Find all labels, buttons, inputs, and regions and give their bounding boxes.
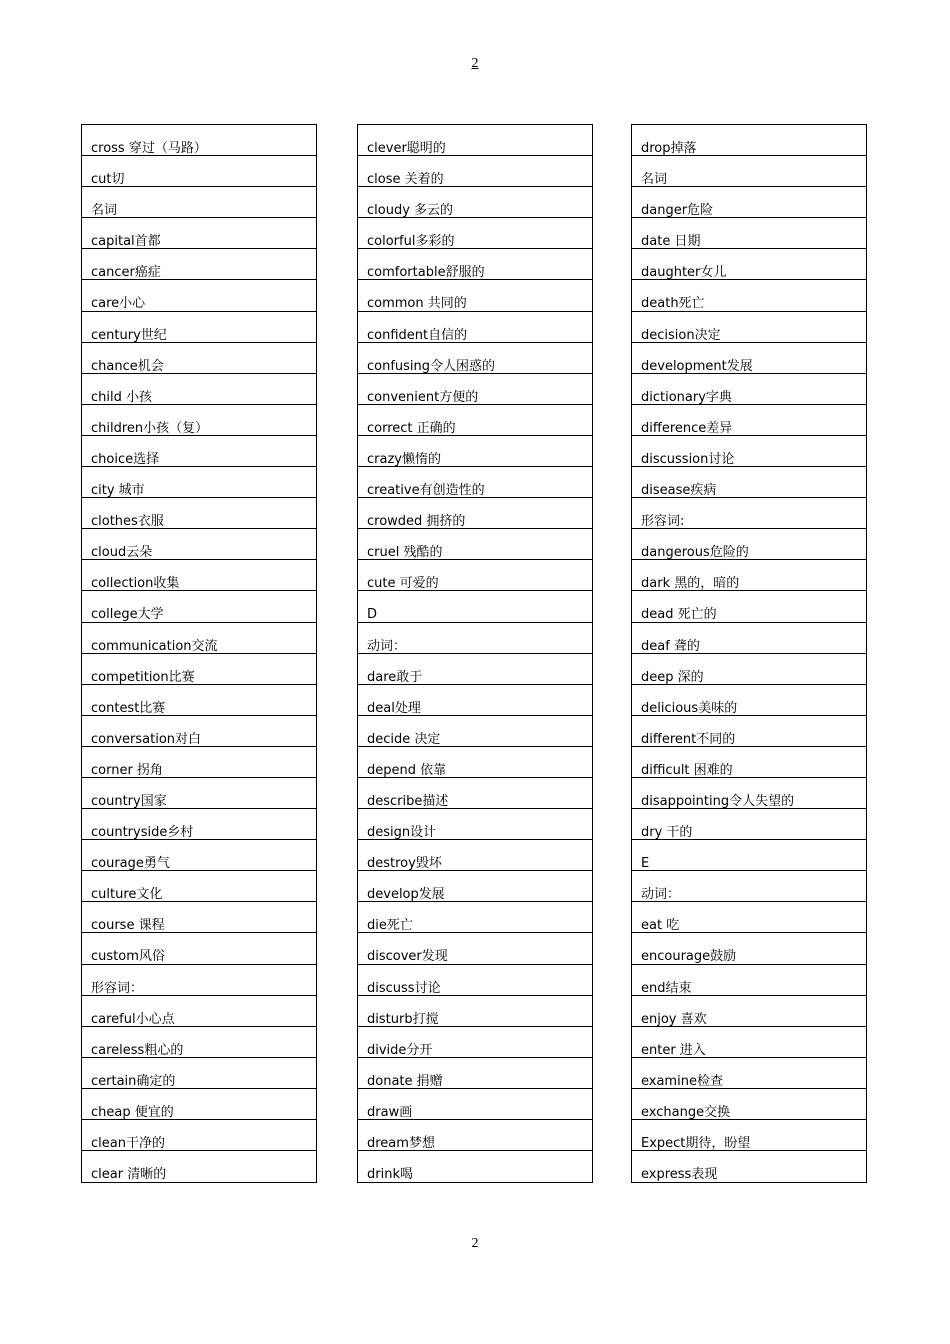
vocab-entry: deal处理 [358, 685, 592, 716]
vocab-entry: enjoy 喜欢 [632, 996, 866, 1027]
vocab-entry: competition比赛 [82, 654, 316, 685]
vocab-entry: discussion讨论 [632, 436, 866, 467]
vocab-entry: colorful多彩的 [358, 218, 592, 249]
vocab-entry: conversation对白 [82, 716, 316, 747]
vocab-entry: delicious美味的 [632, 685, 866, 716]
vocab-entry: donate 捐赠 [358, 1058, 592, 1089]
vocab-entry: design设计 [358, 809, 592, 840]
vocab-entry: city 城市 [82, 467, 316, 498]
vocab-entry: difficult 困难的 [632, 747, 866, 778]
vocab-entry: decision决定 [632, 312, 866, 343]
vocab-entry: death死亡 [632, 280, 866, 311]
vocab-entry: danger危险 [632, 187, 866, 218]
vocab-entry: cancer癌症 [82, 249, 316, 280]
vocab-entry: eat 吃 [632, 902, 866, 933]
vocab-entry: correct 正确的 [358, 405, 592, 436]
vocab-entry: college大学 [82, 591, 316, 622]
vocab-entry: children小孩（复） [82, 405, 316, 436]
vocab-entry: corner 拐角 [82, 747, 316, 778]
vocab-entry: cloudy 多云的 [358, 187, 592, 218]
vocab-entry: cheap 便宜的 [82, 1089, 316, 1120]
vocab-entry: communication交流 [82, 623, 316, 654]
vocab-entry: deaf 聋的 [632, 623, 866, 654]
vocab-entry: difference差异 [632, 405, 866, 436]
vocab-column-2 [357, 124, 593, 1183]
vocab-entry: 动词： [358, 623, 592, 654]
vocab-entry: daughter女儿 [632, 249, 866, 280]
vocab-entry: D [358, 591, 592, 622]
vocab-entry: 名词 [632, 156, 866, 187]
vocab-entry: dream梦想 [358, 1120, 592, 1151]
vocab-entry: cruel 残酷的 [358, 529, 592, 560]
vocab-entry: care小心 [82, 280, 316, 311]
vocab-entry: depend 依靠 [358, 747, 592, 778]
vocab-entry: clear 清晰的 [91, 1167, 167, 1183]
vocab-entry: clever聪明的 [358, 125, 592, 156]
vocab-entry: cloud云朵 [82, 529, 316, 560]
vocab-entry: 形容词： [82, 965, 316, 996]
vocab-entry: 形容词: [632, 498, 866, 529]
vocab-entry: child 小孩 [82, 374, 316, 405]
vocab-entry: convenient方便的 [358, 374, 592, 405]
vocab-entry: course 课程 [82, 902, 316, 933]
vocab-entry: common 共同的 [358, 280, 592, 311]
vocab-entry: divide分开 [358, 1027, 592, 1058]
vocab-entry: cut切 [82, 156, 316, 187]
vocab-entry: contest比赛 [82, 685, 316, 716]
vocab-entry: enter 进入 [632, 1027, 866, 1058]
vocab-entry: destroy毁坏 [358, 840, 592, 871]
vocab-entry: discover发现 [358, 933, 592, 964]
vocab-entry: 名词 [82, 187, 316, 218]
vocab-entry: dead 死亡的 [632, 591, 866, 622]
vocab-entry: E [632, 840, 866, 871]
vocab-entry: clean干净的 [82, 1120, 316, 1151]
vocab-entry: clothes衣服 [82, 498, 316, 529]
vocab-entry: disease疾病 [632, 467, 866, 498]
vocab-entry: Expect期待，盼望 [632, 1120, 866, 1151]
vocab-entry: decide 决定 [358, 716, 592, 747]
vocab-entry: dark 黑的，暗的 [632, 560, 866, 591]
vocab-entry: cute 可爱的 [358, 560, 592, 591]
vocab-column-3 [631, 124, 867, 1183]
vocab-entry: discuss讨论 [358, 965, 592, 996]
vocab-entry: end结束 [632, 965, 866, 996]
vocab-entry: close 关着的 [358, 156, 592, 187]
vocab-entry: collection收集 [82, 560, 316, 591]
vocab-entry: describe描述 [358, 778, 592, 809]
vocab-entry: chance机会 [82, 343, 316, 374]
vocab-entry: dare敢于 [358, 654, 592, 685]
vocab-entry: encourage鼓励 [632, 933, 866, 964]
vocab-entry: careless粗心的 [82, 1027, 316, 1058]
vocab-entry: certain确定的 [82, 1058, 316, 1089]
vocab-entry: cross 穿过（马路） [82, 125, 316, 156]
vocab-entry: dictionary字典 [632, 374, 866, 405]
vocab-entry: careful小心点 [82, 996, 316, 1027]
vocab-entry: creative有创造性的 [358, 467, 592, 498]
vocab-entry: confident自信的 [358, 312, 592, 343]
vocab-entry: express表现 [641, 1167, 718, 1183]
page-number-top: 2 [471, 56, 479, 71]
vocab-column-1 [81, 124, 317, 1183]
vocab-entry: crazy懒惰的 [358, 436, 592, 467]
vocab-entry: date 日期 [632, 218, 866, 249]
vocab-entry: comfortable舒服的 [358, 249, 592, 280]
vocab-entry: choice选择 [82, 436, 316, 467]
vocab-entry: country国家 [82, 778, 316, 809]
vocab-entry: crowded 拥挤的 [358, 498, 592, 529]
vocab-entry: 动词： [632, 871, 866, 902]
vocab-entry: courage勇气 [82, 840, 316, 871]
vocab-entry: exchange交换 [632, 1089, 866, 1120]
vocab-entry: draw画 [358, 1089, 592, 1120]
vocab-entry: drop掉落 [632, 125, 866, 156]
vocab-entry: culture文化 [82, 871, 316, 902]
vocab-entry: drink喝 [367, 1167, 413, 1183]
vocab-entry: development发展 [632, 343, 866, 374]
vocab-entry: confusing令人困惑的 [358, 343, 592, 374]
vocab-entry: die死亡 [358, 902, 592, 933]
vocab-entry: develop发展 [358, 871, 592, 902]
vocab-entry: custom风俗 [82, 933, 316, 964]
vocab-entry: capital首都 [82, 218, 316, 249]
vocab-entry: countryside乡村 [82, 809, 316, 840]
vocab-entry: deep 深的 [632, 654, 866, 685]
vocab-entry: disappointing令人失望的 [632, 778, 866, 809]
vocab-entry: examine检查 [632, 1058, 866, 1089]
vocab-entry: century世纪 [82, 312, 316, 343]
vocab-entry: disturb打搅 [358, 996, 592, 1027]
vocab-entry: dangerous危险的 [632, 529, 866, 560]
vocab-entry: dry 干的 [632, 809, 866, 840]
page-number-bottom: 2 [471, 1236, 479, 1251]
vocab-entry: different不同的 [632, 716, 866, 747]
